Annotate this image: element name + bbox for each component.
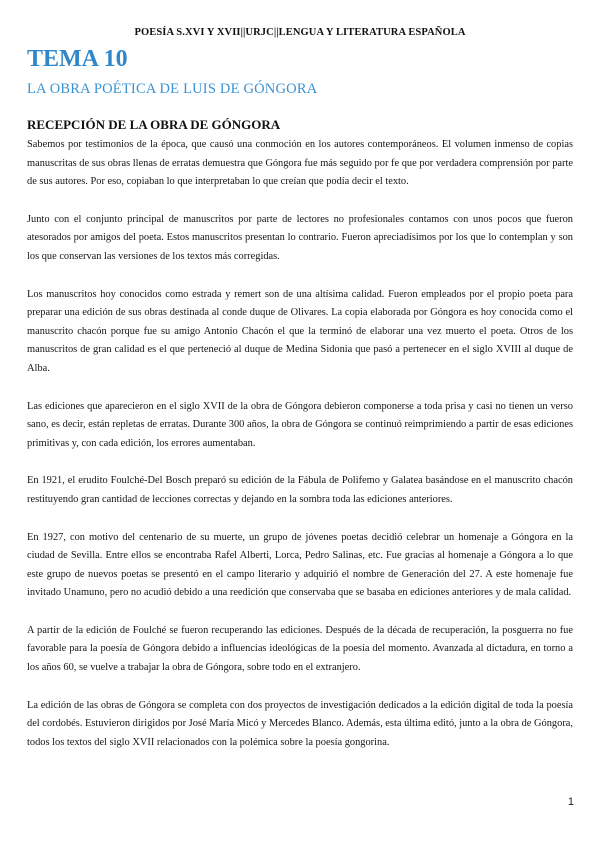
tema-title: TEMA 10 bbox=[27, 46, 128, 72]
tema-subtitle: LA OBRA POÉTICA DE LUIS DE GÓNGORA bbox=[27, 81, 318, 97]
paragraph-6: En 1927, con motivo del centenario de su muerte, un grupo de jóvenes poetas decidió celebrar un homenaje a Góngora en la ciudad de Sevilla. Entre ellos se encontraba Rafel Alberti, Lorca, Pedro Salinas, etc. Fue gracias al homenaje a Góngora a lo que este grupo de nuevos poetas se presentó en el campo literario y adquirió el nombre de Generación del 27. A este homenaje fue invitado Unamuno, pero no acudió debido a una reedición que conservaba que se basaba en ediciones anteriores y de mala calidad. bbox=[27, 531, 573, 599]
paragraph-3: Los manuscritos hoy conocidos como estrada y remert son de una altísima calidad. Fueron empleados por el propio poeta para preparar una edición de sus obras destinada al conde duque de Olivares. La copia elaborada por Góngora es hoy conocida como el manuscrito chacón porque fue su amigo Antonio Chacón el que la terminó de elaborar una vez muerto el poeta. Otros de los manuscritos de gran calidad es el que perteneció al duque de Medina Sidonia que pasó a pertenecer en el siglo XVIII al duque de Alba. bbox=[27, 288, 573, 374]
paragraph-1: Sabemos por testimonios de la época, que causó una conmoción en los autores contemporáneos. El volumen inmenso de copias manuscritas de sus obras llenas de erratas demuestra que Góngora fue más seguido por fe que por verdadera comprensión por parte de sus autores. Por eso, copiaban lo que interpretaban lo que creían que podía decir el texto. bbox=[27, 139, 573, 188]
paragraph-5: En 1921, el erudito Foulché-Del Bosch preparó su edición de la Fábula de Polifemo y Galatea basándose en el manuscrito chacón restituyendo gran cantidad de lecciones correctas y dejando en la sombra toda las ediciones anteriores. bbox=[27, 475, 573, 505]
section-heading: RECEPCIÓN DE LA OBRA DE GÓNGORA bbox=[27, 117, 281, 132]
running-header: POESÍA S.XVI Y XVII||URJC||LENGUA Y LITERATURA ESPAÑOLA bbox=[134, 27, 466, 38]
paragraph-7: A partir de la edición de Foulché se fueron recuperando las ediciones. Después de la década de recuperación, la posguerra no fue favorable para la poesía de Góngora debido a influencias ideológicas de la poesía del momento. Avanzada al dictadura, en torno a los años 60, se vuelve a trabajar la obra de Góngora, sobre todo en el extranjero. bbox=[27, 624, 573, 674]
paragraph-4: Las ediciones que aparecieron en el siglo XVII de la obra de Góngora debieron componerse a toda prisa y casi no tienen un verso sano, es decir, están repletas de erratas. Durante 300 años, la obra de Góngora se continuó reimprimiendo a partir de esas ediciones primitivas y, con cada edición, los errores aumentaban. bbox=[27, 400, 573, 449]
paragraph-8: La edición de las obras de Góngora se completa con dos proyectos de investigación dedicados a la edición digital de toda la poesía del cordobés. Estuvieron dirigidos por José María Micó y Mercedes Blanco. Además, esta última editó, junto a la obra de Góngora, todos los textos del siglo XVII relacionados con la polémica sobre la poesía gongorina. bbox=[27, 699, 573, 748]
paragraph-2: Junto con el conjunto principal de manuscritos por parte de lectores no profesionales contamos con unos pocos que fueron atesorados por amigos del poeta. Estos manuscritos presentan lo contrario. Fueron apreciadísimos por los que lo contemplan y son los que conservan las versiones de los textos más corregidas. bbox=[27, 213, 573, 262]
body-text bbox=[27, 136, 573, 771]
page-number: 1 bbox=[567, 796, 574, 808]
